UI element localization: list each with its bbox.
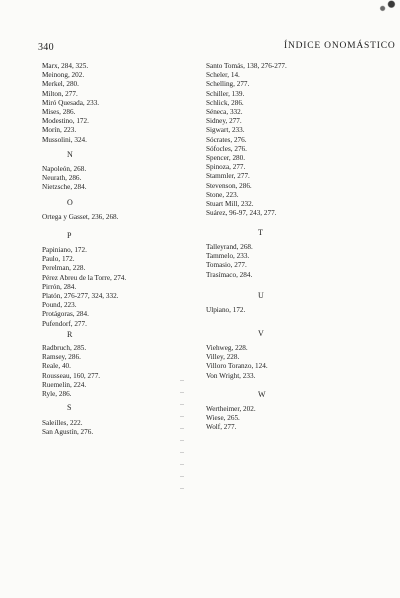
- index-entry: Stevenson, 286.: [206, 181, 252, 190]
- index-entry: Milton, 277.: [42, 89, 78, 98]
- index-entry: Perelman, 228.: [42, 264, 86, 273]
- index-entry: Pérez Abreu de la Torre, 274.: [42, 273, 127, 282]
- index-entry: Ryle, 286.: [42, 390, 72, 398]
- index-entry: Villoro Toranzo, 124.: [206, 362, 268, 371]
- section-letter: O: [67, 198, 73, 207]
- index-entry: Wolf, 277.: [206, 423, 237, 432]
- index-entry: Miró Quesada, 233.: [42, 98, 100, 107]
- index-entry: Pufendorf, 277.: [42, 319, 87, 328]
- index-entry: Schlick, 286.: [206, 98, 244, 107]
- index-entry: Pirrón, 284.: [42, 282, 77, 291]
- index-entry: Spinoza, 277.: [206, 163, 246, 172]
- index-entry: Viehweg, 228.: [206, 344, 248, 352]
- index-entry: Séneca, 332.: [206, 108, 243, 116]
- index-entry: Villey, 228.: [206, 353, 240, 362]
- index-entry: Meinong, 202.: [42, 71, 85, 80]
- index-entry: Mussolini, 324.: [42, 135, 87, 144]
- index-entry: Radbruch, 285.: [42, 344, 87, 352]
- page-number: 340: [38, 42, 54, 53]
- index-entry: Ortega y Gasset, 236, 268.: [42, 213, 119, 221]
- index-entry: Rousseau, 160, 277.: [42, 371, 101, 380]
- index-entry: Sócrates, 276.: [206, 135, 247, 144]
- index-entry: Talleyrand, 268.: [206, 243, 253, 251]
- index-entry: Stone, 223.: [206, 190, 239, 199]
- index-entry: Wertheimer, 202.: [206, 405, 256, 413]
- index-entry: Tomasio, 277.: [206, 261, 247, 270]
- gutter-marks: [180, 380, 184, 500]
- index-entry: Suárez, 96-97, 243, 277.: [206, 209, 277, 218]
- index-entry: Morín, 223.: [42, 126, 77, 135]
- index-entry: Von Wright, 233.: [206, 371, 256, 380]
- index-entry: Stammler, 277.: [206, 172, 250, 181]
- index-entry: Santo Tomás, 138, 276-277.: [206, 62, 287, 70]
- index-entry: Schiller, 139.: [206, 89, 245, 98]
- index-entry: Scheler, 14.: [206, 71, 240, 80]
- section-letter: S: [67, 403, 72, 412]
- index-entry: Platón, 276-277, 324, 332.: [42, 292, 119, 300]
- index-entry: Schelling, 277.: [206, 80, 250, 89]
- index-entry: Spencer, 280.: [206, 154, 246, 162]
- index-entry: Nietzsche, 284.: [42, 183, 87, 192]
- section-letter: T: [258, 228, 263, 237]
- index-entry: Paulo, 172.: [42, 255, 75, 264]
- index-entry: Marx, 284, 325.: [42, 62, 89, 70]
- index-entry: Modestino, 172.: [42, 117, 89, 126]
- index-entry: Trasímaco, 284.: [206, 270, 253, 279]
- index-entry: Reale, 40.: [42, 362, 71, 371]
- index-entry: Sigwart, 233.: [206, 126, 245, 135]
- index-entry: Pound, 223.: [42, 301, 77, 310]
- section-letter: R: [67, 330, 73, 339]
- index-entry: Sófocles, 276.: [206, 144, 247, 153]
- index-entry: San Agustín, 276.: [42, 428, 94, 437]
- index-entry: Stuart Mill, 232.: [206, 200, 254, 208]
- index-entry: Napoleón, 268.: [42, 165, 87, 173]
- index-entry: Ramsey, 286.: [42, 353, 81, 362]
- running-title: ÍNDICE ONOMÁSTICO: [284, 41, 396, 51]
- section-letter: V: [258, 329, 264, 338]
- index-entry: Ulpiano, 172.: [206, 306, 246, 314]
- section-letter: U: [258, 291, 264, 300]
- scan-speck: [376, 0, 398, 14]
- index-entry: Wiese, 265.: [206, 414, 240, 423]
- index-entry: Tammelo, 233.: [206, 252, 250, 261]
- index-entry: Papiniano, 172.: [42, 246, 87, 254]
- section-letter: P: [67, 231, 72, 240]
- index-entry: Saleilles, 222.: [42, 419, 83, 427]
- section-letter: N: [67, 150, 73, 159]
- index-entry: Merkel, 280.: [42, 80, 79, 89]
- index-entry: Neurath, 286.: [42, 174, 82, 183]
- index-entry: Sidney, 277.: [206, 117, 242, 126]
- index-entry: Ruemelin, 224.: [42, 380, 87, 389]
- index-entry: Protágoras, 284.: [42, 310, 89, 319]
- index-entry: Mises, 286.: [42, 108, 76, 116]
- section-letter: W: [258, 390, 266, 399]
